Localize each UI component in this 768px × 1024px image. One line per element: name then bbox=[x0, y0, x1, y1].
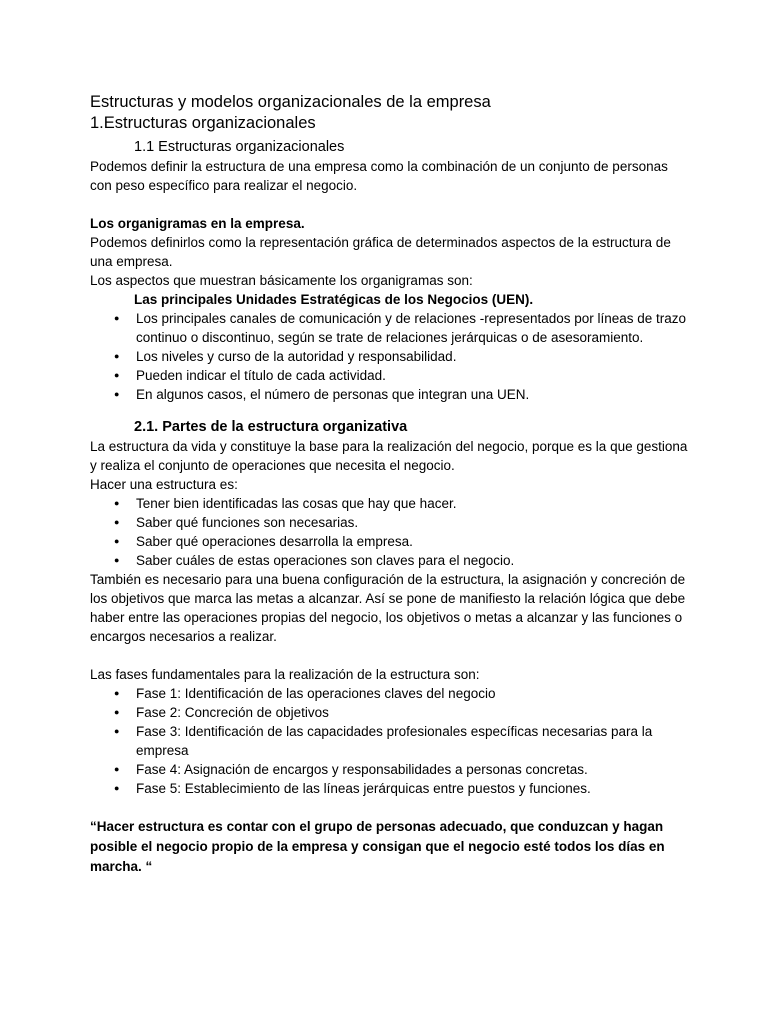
spacer bbox=[90, 404, 690, 412]
list-item: ● Pueden indicar el título de cada actividad. bbox=[90, 366, 690, 385]
spacer bbox=[90, 646, 690, 665]
list-item: ● Los principales canales de comunicación y de relaciones -representados por líneas de trazo continuo o discontinuo, según se trate de relaciones jerárquicas o de asesoramiento. bbox=[90, 309, 690, 347]
list-item: ● Saber cuáles de estas operaciones son claves para el negocio. bbox=[90, 551, 690, 570]
heading-2-1: 2.1. Partes de la estructura organizativa bbox=[134, 419, 408, 435]
spacer bbox=[90, 798, 690, 817]
intro-paragraph: Podemos definir la estructura de una empresa como la combinación de un conjunto de personas con peso específico para realizar el negocio. bbox=[90, 159, 668, 193]
document-title: Estructuras y modelos organizacionales de la empresa bbox=[90, 93, 491, 111]
spacer bbox=[90, 195, 690, 214]
fases-intro: Las fases fundamentales para la realización de la estructura son: bbox=[90, 667, 480, 682]
list-item: ● Saber qué funciones son necesarias. bbox=[90, 513, 690, 532]
aspectos-intro: Los aspectos que muestran básicamente los organigramas son: bbox=[90, 273, 473, 288]
uen-line: Las principales Unidades Estratégicas de los Negocios (UEN). bbox=[134, 292, 534, 307]
partes-paragraph-2: Hacer una estructura es: bbox=[90, 477, 238, 492]
list-item: ● Fase 1: Identificación de las operaciones claves del negocio bbox=[90, 684, 690, 703]
heading-1-1: 1.1 Estructuras organizacionales bbox=[134, 139, 345, 155]
list-item: ● En algunos casos, el número de personas que integran una UEN. bbox=[90, 385, 690, 404]
organigramas-title: Los organigramas en la empresa. bbox=[90, 216, 305, 231]
list-item: ● Los niveles y curso de la autoridad y responsabilidad. bbox=[90, 347, 690, 366]
list-item: ● Tener bien identificadas las cosas que hay que hacer. bbox=[90, 494, 690, 513]
list-item: ● Fase 4: Asignación de encargos y responsabilidades a personas concretas. bbox=[90, 760, 690, 779]
organigramas-definition: Podemos definirlos como la representación gráfica de determinados aspectos de la estructura de una empresa. bbox=[90, 235, 671, 269]
list-item: ● Saber qué operaciones desarrolla la empresa. bbox=[90, 532, 690, 551]
partes-paragraph-1: La estructura da vida y constituye la base para la realización del negocio, porque es la que gestiona y realiza el conjunto de operaciones que necesita el negocio. bbox=[90, 439, 688, 473]
list-item: ● Fase 5: Establecimiento de las líneas jerárquicas entre puestos y funciones. bbox=[90, 779, 690, 798]
list-item: ● Fase 2: Concreción de objetivos bbox=[90, 703, 690, 722]
closing-quote: “Hacer estructura es contar con el grupo de personas adecuado, que conduzcan y hagan posible el negocio propio de la empresa y consigan que el negocio esté todos los días en marcha. “ bbox=[90, 819, 665, 874]
partes-paragraph-3: También es necesario para una buena configuración de la estructura, la asignación y concreción de los objetivos que marca las metas a alcanzar. Así se pone de manifiesto la relación lógica que debe haber entre las operaciones propias del negocio, los objetivos o metas a alcanzar y las funciones o encargos necesarios a realizar. bbox=[90, 572, 686, 644]
list-item: ● Fase 3: Identificación de las capacidades profesionales específicas necesarias para la empresa bbox=[90, 722, 690, 760]
document-content bbox=[90, 92, 690, 877]
hacer-list bbox=[90, 494, 690, 570]
aspectos-list bbox=[90, 309, 690, 404]
heading-1: 1.Estructuras organizacionales bbox=[90, 114, 316, 132]
fases-list bbox=[90, 684, 690, 798]
